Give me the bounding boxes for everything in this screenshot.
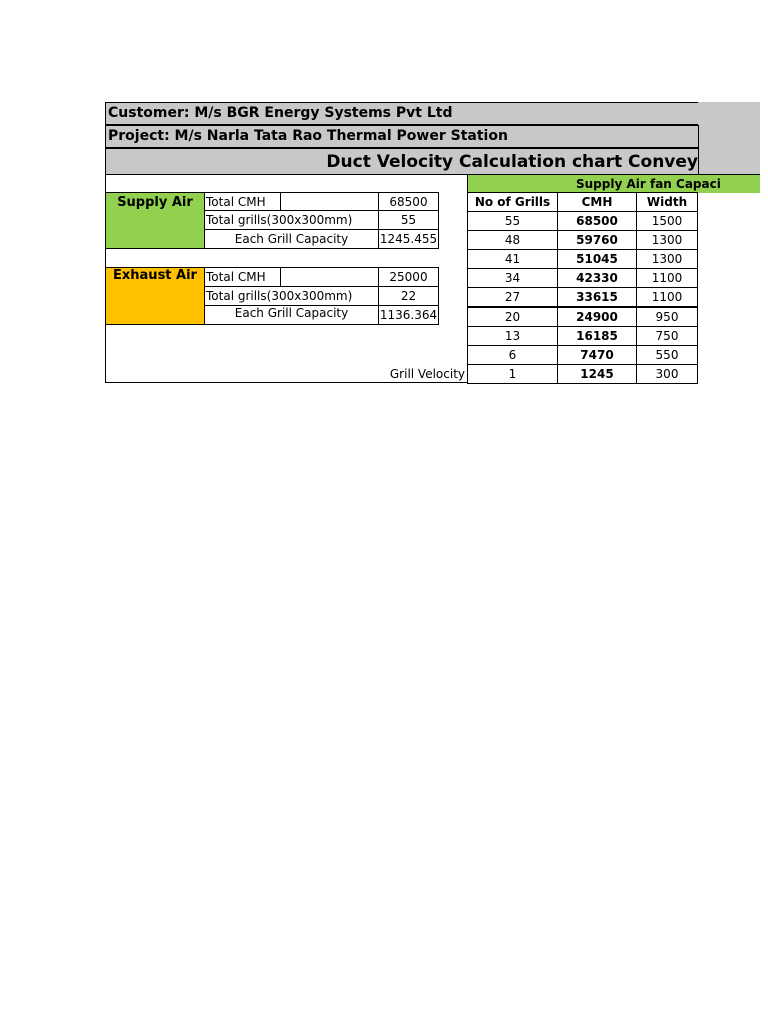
fan-table-cell: 7470 (557, 345, 637, 365)
fan-table-cell: 41 (467, 249, 558, 269)
supply-each-grill-value: 1245.455 (378, 229, 439, 249)
fan-table-cell: 1100 (636, 287, 698, 307)
fan-table-cell: 24900 (557, 307, 637, 327)
fan-table-cell: 48 (467, 230, 558, 250)
exhaust-each-grill-name: Each Grill Capacity (204, 305, 379, 325)
exhaust-total-grills-value: 22 (378, 286, 439, 306)
fan-table-banner: Supply Air fan Capaci (467, 174, 760, 193)
title-row (105, 148, 699, 175)
project-row (105, 125, 699, 148)
customer-text: Customer: M/s BGR Energy Systems Pvt Ltd (108, 105, 453, 121)
fan-table-header-1: CMH (557, 192, 637, 212)
fan-table-cell: 300 (636, 364, 698, 384)
fan-table-cell: 1 (467, 364, 558, 384)
supply-total-cmh-value: 68500 (378, 192, 439, 211)
fan-table-cell: 33615 (557, 287, 637, 307)
page-title: Duct Velocity Calculation chart Convey (326, 152, 698, 172)
grill-velocity-label: Grill Velocity (389, 367, 465, 381)
fan-table-cell: 750 (636, 326, 698, 346)
exhaust-air-label: Exhaust Air (113, 268, 197, 283)
fan-table-cell: 16185 (557, 326, 637, 346)
fan-table-cell: 27 (467, 287, 558, 307)
exhaust-total-cmh-blank (280, 267, 379, 287)
fan-table-cell: 51045 (557, 249, 637, 269)
fan-table-cell: 6 (467, 345, 558, 365)
supply-total-cmh-name: Total CMH (204, 192, 281, 211)
fan-table-cell: 68500 (557, 211, 637, 231)
fan-table-cell: 55 (467, 211, 558, 231)
customer-row (105, 102, 699, 125)
fan-table-cell: 1300 (636, 230, 698, 250)
exhaust-total-cmh-name: Total CMH (204, 267, 281, 287)
exhaust-total-grills-name: Total grills(300x300mm) (204, 286, 379, 306)
fan-table-cell: 1500 (636, 211, 698, 231)
fan-table-header-0: No of Grills (467, 192, 558, 212)
fan-table-cell: 550 (636, 345, 698, 365)
fan-table-cell: 13 (467, 326, 558, 346)
fan-table-cell: 1300 (636, 249, 698, 269)
exhaust-each-grill-value: 1136.364 (378, 305, 439, 325)
supply-air-label: Supply Air (117, 195, 193, 210)
fan-table-header-2: Width (636, 192, 698, 212)
supply-air-label-cell (105, 192, 205, 249)
gray-overflow-block (698, 102, 760, 174)
supply-total-cmh-blank (280, 192, 379, 211)
fan-table-cell: 1100 (636, 268, 698, 288)
fan-table-cell: 20 (467, 307, 558, 327)
supply-each-grill-name: Each Grill Capacity (204, 229, 379, 249)
supply-total-grills-value: 55 (378, 210, 439, 230)
fan-table-cell: 42330 (557, 268, 637, 288)
fan-table (467, 192, 698, 383)
supply-total-grills-name: Total grills(300x300mm) (204, 210, 379, 230)
exhaust-total-cmh-value: 25000 (378, 267, 439, 287)
exhaust-air-label-cell (105, 267, 205, 325)
fan-table-cell: 59760 (557, 230, 637, 250)
project-text: Project: M/s Narla Tata Rao Thermal Power Station (108, 128, 508, 144)
fan-table-cell: 1245 (557, 364, 637, 384)
fan-table-cell: 950 (636, 307, 698, 327)
fan-table-cell: 34 (467, 268, 558, 288)
